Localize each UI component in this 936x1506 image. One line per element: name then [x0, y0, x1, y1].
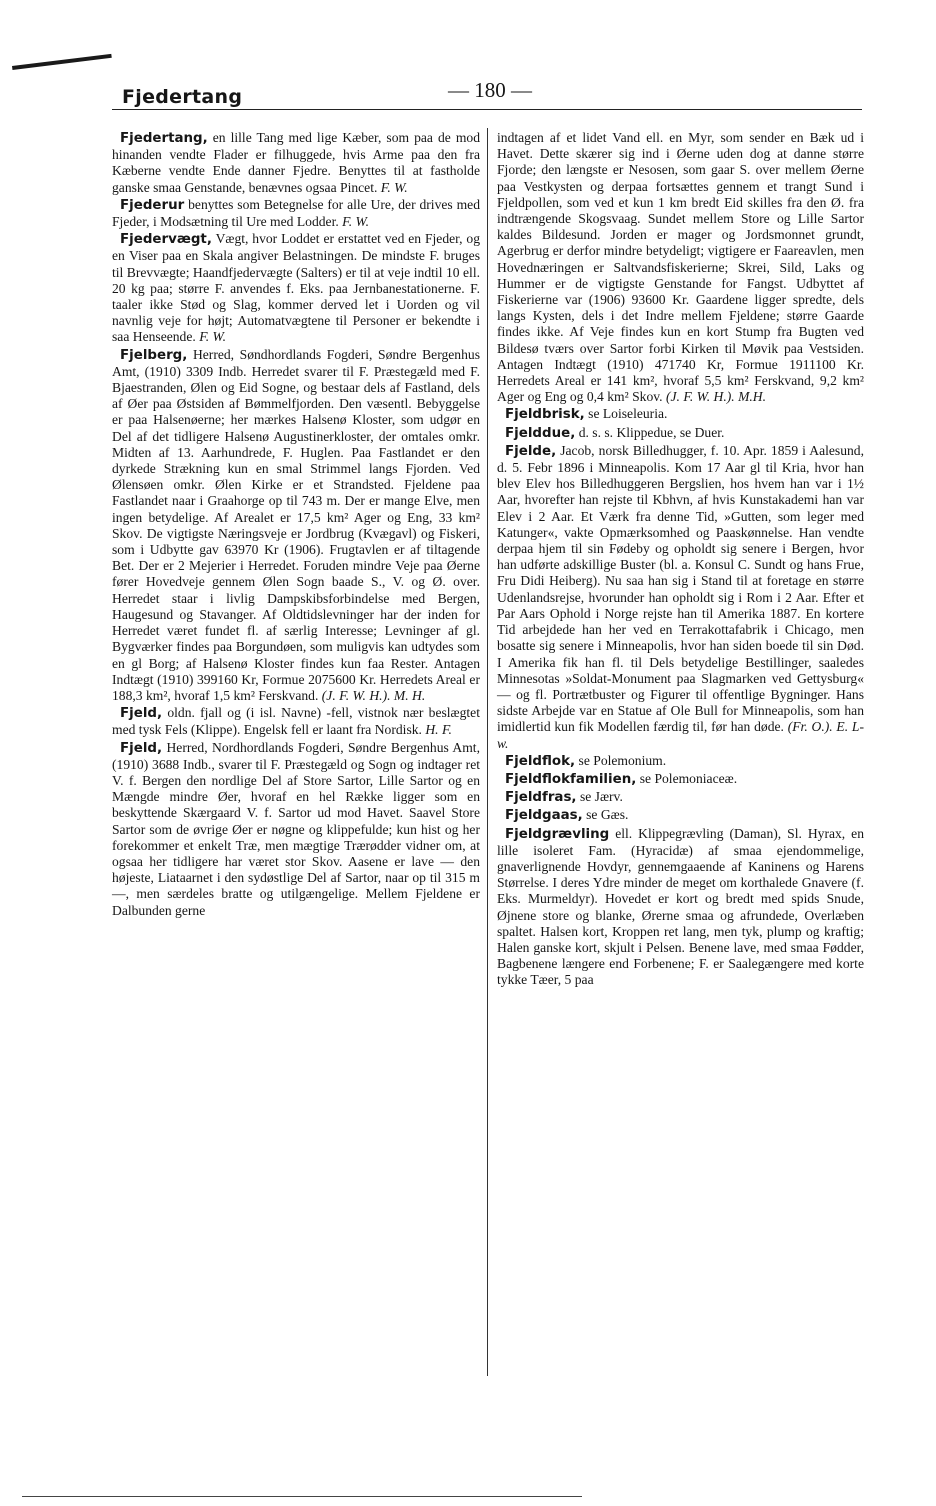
entry-headword: Fjeldflok,: [505, 753, 576, 769]
article-entry: [112, 231, 480, 345]
entry-headword: Fjeldflokfamilien,: [505, 771, 637, 787]
author-signature: H. F.: [425, 722, 452, 738]
header-rule: [112, 109, 862, 110]
entry-headword: Fjeldgrævling: [505, 826, 610, 842]
scan-edge-mark: [12, 54, 112, 70]
entry-headword: Fjelde,: [505, 443, 557, 459]
author-signature: F. W.: [380, 179, 408, 195]
entry-text: se Jærv.: [579, 789, 623, 805]
author-signature: F. W.: [199, 329, 227, 345]
entry-text: oldn. fjall og (i isl. Navne) -fell, vistnok nær beslægtet med tysk Fels (Klippe). Engelsk fell er laant fra Nordisk.: [112, 705, 480, 738]
entry-headword: Fjeldfras,: [505, 790, 577, 806]
right-column: [497, 130, 864, 990]
article-entry: [112, 705, 480, 738]
author-signature: (Fr. O.). E. L-w.: [497, 719, 864, 751]
entry-headword: Fjeld,: [120, 706, 163, 722]
article-entry: [112, 740, 480, 919]
entry-text: Herred, Søndhordlands Fogderi, Søndre Bergenhus Amt, (1910) 3309 Indb. Herredet svarer til F. Præstegæld med F. Bjaestranden, Ølen og Eid Sogne, og bestaar dels af Fastland, dels af Øer paa Østsiden af Bømmelfjorden. Den væsentl. Bebyggelse er paa Halsenøerne; her mærkes Halsenø Kloster, som udgør en Del af det tidligere Halsenø Augustinerkloster, der omtales omkr. Midten af 13. Aarhundrede, F. Huglen. Paa Fastlandet er den dyrkede Strækning kun en smal Strimmel langs Fjorden. Ved Ølensøen omkr. Ølen Kirke er et Strandsted. Fjeldene paa Fastlandet naar i Graahorge op til 743 m. Der er mange Elve, men ingen betydelige. Af Arealet er 17,5 km² Ager og Eng, 33 km² Skov. De vigtigste Næringsveje er Jordbrug (Kvægavl) og Fiskeri, som i Udbytte gav 63970 Kr (1906). Frugtavlen er af tiltagende Bet. Der er 2 Mejerier i Herredet. Foruden mindre Veje paa Øerne fører Hovedveje gennem Ølen Sogn baade S., V. og Ø. over. Herredet staar i livlig Dampskibsforbindelse med Bergen, Haugesund og Stavanger. Af Oldtidslevninger har der inden for Herredet været fundet fl. af særlig Interesse; Levninger af gl. Bygværker findes paa Borgundøen, som muligvis kan udtydes som en gl Borg; af Halsenø Kloster findes kun faa Rester. Antagen Indtægt (1910) 399160 Kr, Formue 2075600 Kr. Herredets Areal er 188,3 km², hvoraf 1,5 km² Ferskvand.: [112, 346, 480, 703]
article-entry: [497, 771, 864, 788]
column-divider: [487, 128, 488, 1376]
entry-text: Jacob, norsk Billedhugger, f. 10. Apr. 1859 i Aalesund, d. 5. Febr 1896 i Minneapolis. Kom 17 Aar gl til Kria, hvor han blev Elev hos Billedhuggeren Bergslien, hos hvem han var i 1½ Aar, hvorefter han rejste til Kbhvn, af hvis Kunstakademi han var Elev i 2 Aar. Et Værk fra denne Tid, »Gutten, som leger med Katunger«, vakte Opmærksomhed og Paaskønnelse. Han vendte derpaa hjem til sin Fødeby og opholdt sig senere i Bergen, hvor han udførte adskillige Buster (bl. a. Konsul C. Sundt og hans Frue, Fru Didi Heiberg). Nu saa han sig i Stand til at foretage en større Udenlandsrejse, hvorunder han opholdt sig i Rom i 2 Aar. Efter et Par Aars Ophold i Norge rejste han til Amerika 1887. En kortere Tid arbejdede han her ved en Terrakottafabrik i Chicago, men bosatte sig senere i Minneapolis, hvor han siden boede til sin Død. I Amerika fik han fl. til Dels betydelige Bestillinger, saaledes Minnesotas »Soldat-Monument paa Slagmarken ved Gettysburg« — og fl. Portrætbuster og Figurer til offentlige Bygninger. Hans sidste Arbejde var en Statue af Ole Bull for Minneapolis, som han imidlertid kun fik Modellen færdig til, før han døde.: [497, 442, 864, 735]
author-signature: (J. F. W. H.). M. H.: [321, 687, 426, 703]
entry-text: indtagen af et lidet Vand ell. en Myr, som sender en Bæk ud i Havet. Dette skærer sig ind i Øerne uden dog at danne større Fjorde; den længste er Nesosen, som gaar S. over mellem Øerne paa Vestkysten og derpaa fortsættes gennem et trangt Sund i Fjeldpollen, som ved et kun 1 km bredt Eid skilles fra den Ø. fra indtrængende Skogsvaag. Sundet mellem Store og Lille Sartor kaldes Bildesund. Jorden er mager og Jordsmonnet grundt, Agerbrug er derfor mindre betydeligt; vigtigere er Faareavlen, men Hovednæringen er Saltvandsfiskerierne; Skrei, Sild, Laks og Hummer er de vigtigste Genstande for Fangst. Udbyttet af Fiskerierne var (1906) 93600 Kr. Gaardene ligger spredte, dels langs Kysten, dels i det Indre mellem Fjeldene; større Gaarde findes ikke. Af Veje findes kun en kort Stump fra Bugten ved Bildesø tværs over Sartor forbi Kirken til Møvik paa Vestsiden. Antagen Indtægt (1910) 471740 Kr, Formue 1911100 Kr. Herredets Areal er 141 km², hvoraf 5,5 km² Ferskvand, 9,2 km² Ager og Eng og 0,4 km² Skov.: [497, 130, 864, 405]
article-entry: [112, 347, 480, 704]
entry-text: ell. Klippegrævling (Daman), Sl. Hyrax, en lille isoleret Fam. (Hyracidæ) af smaa ejendommelige, gnaverlignende Hovdyr, gennemgaaende af Kaninens og Harens Størrelse. I deres Ydre minder de meget om korthalede Gnavere (f. Eks. Murmeldyr). Hovedet er kort og bredt med spids Snude, Øjnene store og blanke, Ørerne smaa og afrundede, Overlæben spaltet. Halsen kort, Kroppen ret lang, men tyk, plump og kraftig; Halen ganske kort, skjult i Pelsen. Benene lave, med smaa Fødder, Bagbenene længere end Forbenene; F. er Saalegængere med korte tykke Tæer, 5 paa: [497, 825, 864, 988]
entry-headword: Fjedertang,: [120, 131, 208, 146]
entry-text: se Polemonium.: [578, 752, 667, 768]
article-entry: [497, 753, 864, 770]
entry-headword: Fjederur: [120, 197, 185, 213]
entry-text: Herred, Nordhordlands Fogderi, Søndre Bergenhus Amt, (1910) 3688 Indb., svarer til F. Præstegæld og Sogn og indtager ret V. f. Bergen den nordlige Del af Store Sartor, Lille Sartor og en Mængde mindre Øer, hvoraf en hel Række ligger som en beskyttende Skærgaard V. f. Sartor ud mod Havet. Saavel Store Sartor som de øvrige Øer er nøgne og klippefulde; kun hist og her forekommer et enkelt Træ, men mægtige Trærødder vidner om, at ogsaa her tidligere har været stor Skov. Aasene er lave — den højeste, Liataarnet i den sydøstlige Del af Sartor, naar op til 315 m —, men særdeles bratte og utilgængelige. Mellem Fjeldene er Dalbunden gerne: [112, 739, 480, 918]
article-entry: [497, 789, 864, 806]
entry-text: d. s. s. Klippedue, se Duer.: [578, 424, 725, 440]
article-entry: [497, 443, 864, 752]
article-entry: [497, 130, 864, 405]
article-entry: [497, 807, 864, 824]
entry-text: Vægt, hvor Loddet er erstattet ved en Fjeder, og en Viser paa en Skala angiver Belastningen. De mindste F. bruges til Brevvægte; Haandfjedervægte (Salters) er til at veje indtil 10 ell. 20 kg paa; større F. anvendes f. Eks. paa Jernbanestationerne. F. taaler ikke Stød og Slag, kommer derved let i Uorden og vil navnlig veje for højt; Automatvægtene til Personer er bekendte i saa Henseende.: [112, 231, 480, 345]
article-entry: [497, 826, 864, 989]
page-number: — 180 —: [448, 78, 532, 102]
entry-headword: Fjelddue,: [505, 425, 576, 441]
entry-text: benyttes som Betegnelse for alle Ure, der drives med Fjeder, i Modsætning til Ure med Lodder.: [112, 196, 480, 230]
entry-text: se Loiseleuria.: [588, 406, 668, 422]
scan-bottom-edge: [22, 1496, 582, 1497]
entry-headword: Fjelberg,: [120, 347, 188, 363]
running-head: Fjedertang: [122, 86, 243, 108]
entry-headword: Fjeldbrisk,: [505, 407, 585, 423]
entry-text: se Polemoniaceæ.: [639, 770, 738, 786]
left-column: [112, 130, 480, 920]
entry-text: en lille Tang med lige Kæber, som paa de mod hinanden vendte Flader er filhuggede, hvis Arme paa den fra Kæberne vendte Ende danner Fjedre. Benyttes til at fastholde ganske smaa Genstande, benævnes ogsaa Pincet.: [112, 130, 480, 195]
entry-headword: Fjeld,: [120, 740, 163, 756]
author-signature: F. W.: [342, 214, 369, 230]
entry-headword: Fjeldgaas,: [505, 808, 583, 824]
article-entry: [112, 130, 480, 196]
article-entry: [112, 197, 480, 230]
entry-headword: Fjedervægt,: [120, 232, 212, 248]
author-signature: (J. F. W. H.). M.H.: [665, 389, 767, 405]
article-entry: [497, 406, 864, 423]
entry-text: se Gæs.: [586, 807, 629, 823]
article-entry: [497, 425, 864, 442]
